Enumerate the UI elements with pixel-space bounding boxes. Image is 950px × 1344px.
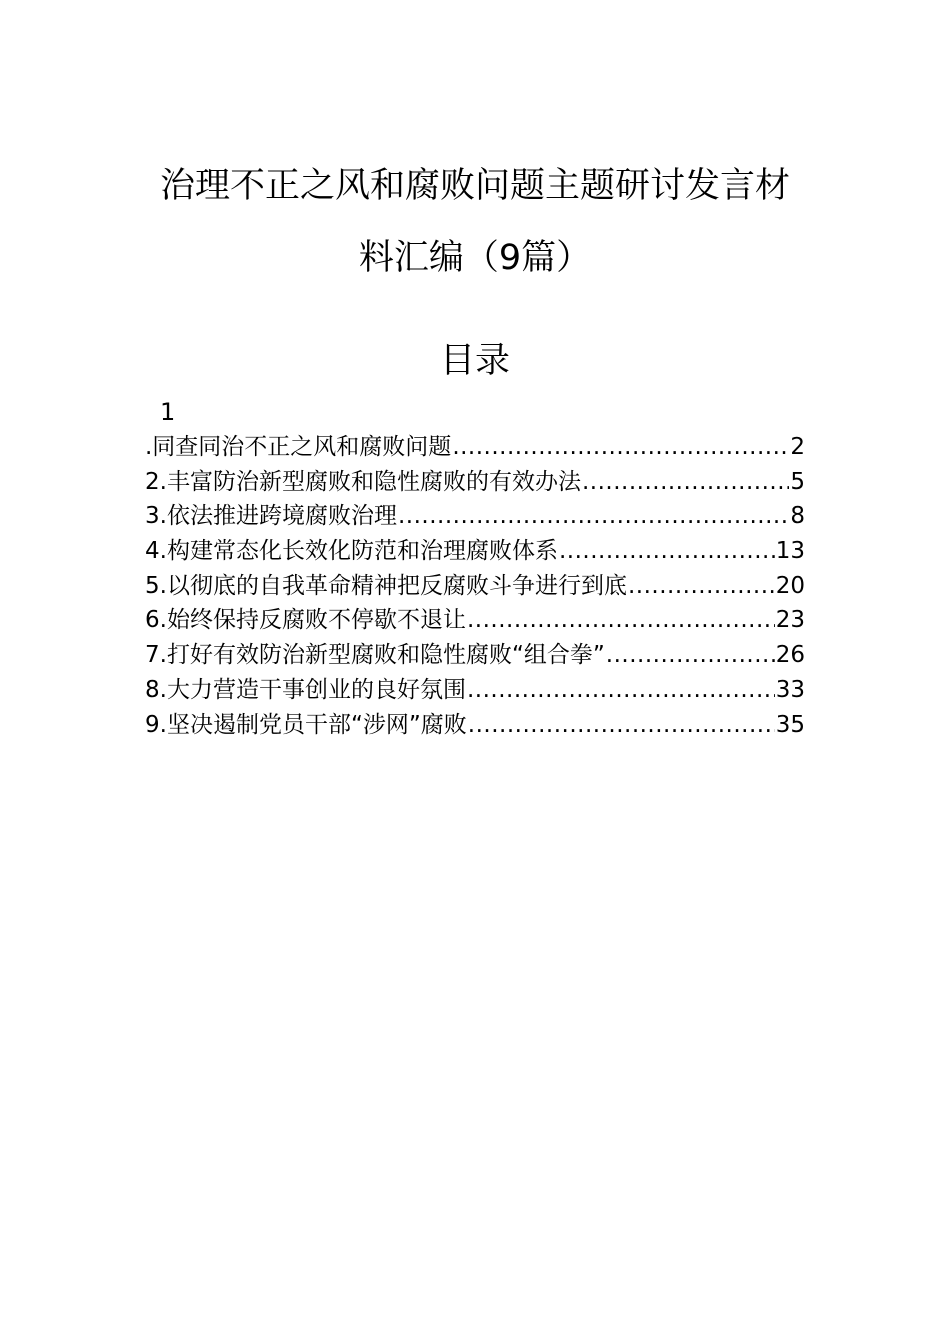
toc-leader-dots — [582, 465, 789, 500]
toc-entry[interactable] — [145, 708, 805, 743]
toc-entry-page: 5 — [790, 468, 805, 495]
toc-entry[interactable] — [145, 430, 805, 465]
toc-entry-page: 35 — [775, 711, 805, 738]
toc-entry-title: 6.始终保持反腐败不停歇不退让 — [145, 607, 466, 634]
toc-leader-dots — [468, 708, 775, 743]
toc-entry-page: 2 — [790, 434, 805, 460]
toc-entry-title: 7.打好有效防治新型腐败和隐性腐败“组合拳” — [145, 642, 605, 669]
toc-entry[interactable] — [145, 569, 805, 604]
toc-heading: 目录 — [439, 341, 510, 381]
toc-entry-title: .同查同治不正之风和腐败问题 — [145, 434, 452, 460]
toc-first-entry-number: 1 — [160, 398, 176, 426]
toc-entry[interactable] — [145, 499, 805, 534]
toc-entry[interactable] — [145, 638, 805, 673]
toc-entry-title: 4.构建常态化长效化防范和治理腐败体系 — [145, 538, 558, 565]
toc-entry-page: 33 — [775, 676, 805, 703]
toc-entry[interactable] — [145, 465, 805, 500]
toc-entry-title: 2.丰富防治新型腐败和隐性腐败的有效办法 — [145, 468, 581, 495]
toc-entry[interactable] — [145, 534, 805, 569]
document-title-line-1: 治理不正之风和腐败问题主题研讨发言材 — [159, 166, 790, 206]
toc-entry-page: 26 — [775, 642, 805, 669]
toc-leader-dots — [398, 499, 789, 534]
toc-entry-title: 8.大力营造干事创业的良好氛围 — [145, 676, 466, 703]
table-of-contents — [145, 430, 805, 742]
toc-entry[interactable] — [145, 603, 805, 638]
toc-leader-dots — [467, 603, 775, 638]
toc-entry-title: 3.依法推进跨境腐败治理 — [145, 503, 397, 530]
toc-leader-dots — [467, 673, 775, 708]
toc-entry-page: 8 — [790, 503, 805, 530]
toc-leader-dots — [452, 430, 789, 465]
toc-entry-page: 20 — [775, 572, 805, 599]
document-title-line-2: 料汇编（9篇） — [358, 238, 592, 278]
toc-entry[interactable] — [145, 673, 805, 708]
toc-leader-dots — [628, 569, 775, 604]
toc-entry-title: 5.以彻底的自我革命精神把反腐败斗争进行到底 — [145, 572, 627, 599]
toc-leader-dots — [606, 638, 775, 673]
toc-entry-page: 13 — [775, 538, 805, 565]
toc-entry-title: 9.坚决遏制党员干部“涉网”腐败 — [145, 711, 467, 738]
toc-entry-page: 23 — [775, 607, 805, 634]
toc-leader-dots — [559, 534, 775, 569]
